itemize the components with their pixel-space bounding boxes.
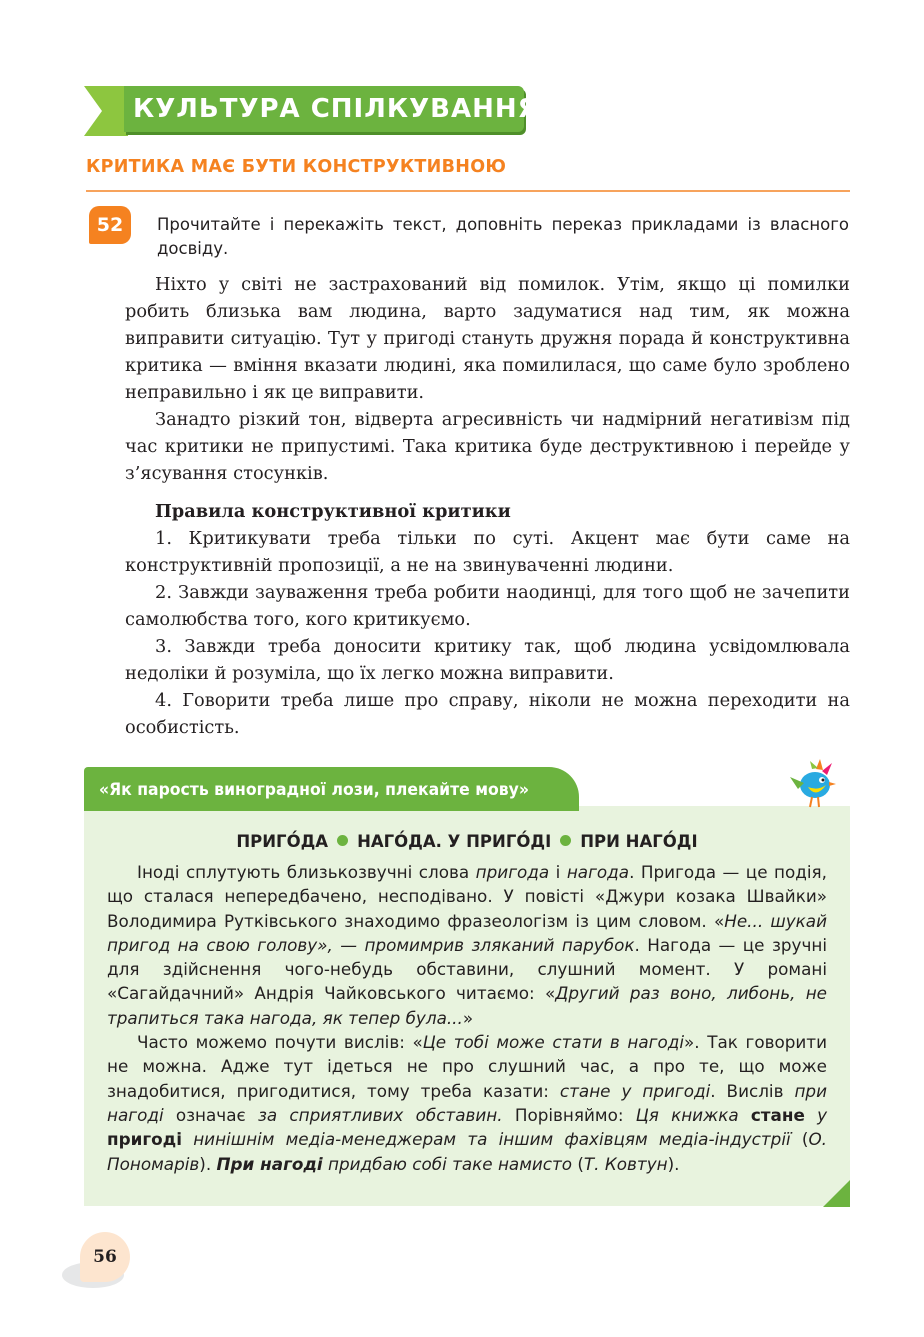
heading-word: ПРИГО́ДА [236,832,329,851]
text-run: . Пригода — це подія, що сталася непередбачено, несподівано. У повісті «Джури козака Швайки» Володимира Рутківського знаходимо фразеологізм із цим словом. « [107,862,827,931]
italic-quote: Не... шукай пригод на свою голову», — промимрив зляканий парубок [107,910,827,955]
italic-phrase: за сприятливих обставин. [257,1104,503,1125]
panel-heading [84,832,850,851]
text-run: ). [667,1153,680,1174]
heading-word: НАГО́ДА. У ПРИГО́ДІ [357,832,552,851]
italic-phrase: у [804,1104,828,1125]
exercise-number-badge: 52 [89,206,131,244]
text-run: . Вислів [710,1080,795,1101]
italic-phrase: придбаю собі таке намисто [322,1153,573,1174]
text-run: ( [572,1153,584,1174]
exercise-task: Прочитайте і перекажіть текст, доповніть переказ прикладами із власного досвіду. [157,215,849,258]
text-run: ( [790,1129,809,1150]
bold-word: стане [750,1104,805,1125]
text-run: і [549,862,567,882]
italic-author: Т. Ковтун [583,1153,668,1174]
text-run: ). [199,1153,217,1174]
italic-phrase: нинішнім медіа-менеджерам та іншим фахівцям медіа-індустрії [181,1129,791,1150]
italic-quote: Другий раз воно, либонь, не трапиться така нагода, як тепер була... [107,983,827,1028]
bullet-dot-icon [560,835,571,846]
panel-paragraph [107,860,827,1030]
bullet-dot-icon [337,835,348,846]
italic-phrase: при нагоді [107,1080,827,1125]
lesson-subheading: КРИТИКА МАЄ БУТИ КОНСТРУКТИВНОЮ [86,157,507,177]
rule-item: 1. Критикувати треба тільки по суті. Акцент має бути саме на конструктивній пропозиції, а не на звинуваченні людини. [125,528,850,576]
panel-body [107,860,827,1176]
bold-word: пригоді [107,1129,182,1150]
text-run: . Нагода — це зручні для здійснення чого-небудь обставини, слушний момент. У романі «Сагайдачний» Андрія Чайковського читаємо: « [107,934,827,1004]
panel-tab-title: «Як парость виноградної лози, плекайте мову» [99,780,529,800]
page-number: 56 [93,1247,117,1267]
text-run: Іноді сплутують близькозвучні слова [137,862,476,882]
banner-ribbon-tail [84,86,128,136]
reading-text [125,271,850,741]
panel-paragraph [107,1030,827,1176]
bird-icon [786,755,842,811]
section-title: КУЛЬТУРА СПІЛКУВАННЯ [133,94,539,124]
italic-word: нагода [566,862,630,882]
text-run: Часто можемо почути вислів: « [137,1032,423,1053]
text-run: ». Так говорити не можна. Адже тут ідеться не про слушний час, а про те, що може знадобитися, пригодитися, тому треба казати: [107,1032,827,1101]
divider-line [86,190,850,192]
heading-word: ПРИ НАГО́ДІ [580,832,698,851]
text-run: » [462,1007,474,1028]
rule-item: 3. Завжди треба доносити критику так, щоб людина усвідомлювала недоліки й розуміла, що їх легко можна виправити. [125,636,850,684]
paragraph: Занадто різкий тон, відверта агресивність чи надмірний негативізм під час критики не припустимі. Така критика буде деструктивною і перейде у з’ясування стосунків. [125,409,850,484]
italic-phrase: Ця книжка [635,1104,751,1125]
text-run: Порівняймо: [502,1104,636,1125]
rules-heading: Правила конструктивної критики [155,501,511,522]
italic-word: пригода [475,862,550,882]
italic-phrase: стане у пригоді [559,1080,711,1101]
bold-italic-phrase: При нагоді [216,1153,323,1174]
italic-author: О. Пономарів [107,1129,827,1174]
rule-item: 2. Завжди зауваження треба робити наодинці, для того щоб не зачепити самолюбства того, кого критикуємо. [125,582,850,630]
rule-item: 4. Говорити треба лише про справу, ніколи не можна переходити на особистість. [125,690,850,738]
italic-quote: Це тобі може стати в нагоді [422,1032,685,1053]
paragraph: Ніхто у світі не застрахований від помилок. Утім, якщо ці помилки робить близька вам людина, варто задуматися над тим, як можна виправити ситуацію. Тут у пригоді стануть дружня порада й конструктивна критика — вміння вказати людині, яка помилилася, що саме було зроблено неправильно і як це виправити. [125,274,850,403]
text-run: означає [163,1104,258,1125]
